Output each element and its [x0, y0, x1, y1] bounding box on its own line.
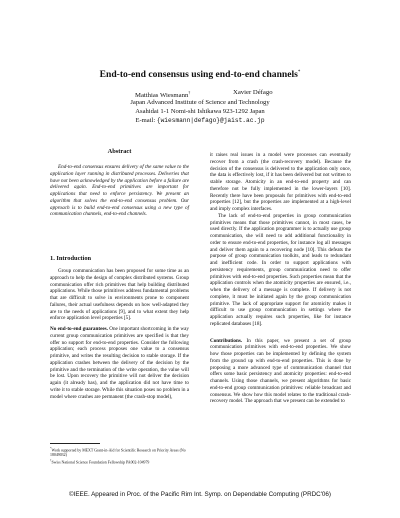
footnote-1	[50, 446, 189, 458]
author-list	[0, 88, 400, 98]
paragraph-run-in-heading: No end-to-end guarantees.	[50, 326, 108, 332]
section-spacer	[50, 218, 189, 255]
left-column	[50, 148, 189, 400]
footnotes	[50, 446, 189, 466]
email-label: E-mail:	[135, 117, 157, 124]
author-2	[233, 88, 273, 98]
copyright-notice: ©IEEE. Appeared in Proc. of the Pacific Rim Int. Symp. on Dependable Computing (PRDC'06)	[68, 491, 332, 498]
introduction-heading: 1. Introduction	[50, 255, 92, 262]
contributions-paragraph	[210, 338, 351, 406]
title-footnote-mark: *	[297, 70, 301, 75]
affiliation-email	[0, 116, 400, 125]
paper-title	[0, 67, 400, 81]
email-address: {wiesmann|defago}@jaist.ac.jp	[156, 117, 265, 124]
footnote-2-mark: †	[50, 458, 52, 463]
title-text: End-to-end consensus using end-to-end channels	[99, 69, 298, 81]
right-paragraph-1: it raises real issues in a model were processes can eventually recover from a crash (the crash-recovery model). Because the decision of the consensus is delivered to the application only once, the data is effectively lost, if it has been delivered but not written to stable storage. Atomicity in an end-to-end property and can therefore not be fully implemented in the lower-layers [10]. Recently there have been proposals for primitives with end-to-end properties [12], but the properties are implemented at a high-level and imply complex interfaces.	[210, 152, 351, 212]
intro-paragraph-2	[50, 326, 189, 400]
footnote-rule	[50, 443, 100, 444]
right-paragraph-2: The lack of end-to-end properties in group communication primitives means that those primitives cannot, in most cases, be used directly. If the application programmer is to actually use group communication, she will need to add additional functionality in order to ensure end-to-end properties, for instance log all messages and deliver them again to a recovering node [10]. This defeats the purpose of group communication toolkits, and leads to redundant and inefficient code. In order to support applications with persistency requirements, group communication need to offer primitives with end-to-end properties. Such properties mean that the application controls when the atomicity properties are ensured, i.e., when the delivery of a message is complete. If delivery is not complete, it must be initiated again by the group communication primitive. The lack of appropriate support for atomicity makes it difficult to use group communication in settings where the application actually requires such properties, like for instance replicated databases [18].	[210, 212, 351, 327]
intro-paragraph-1: Group communication has been proposed for some time as an approach to help the design of complex distributed systems. Group communication offer rich primitives that help building distributed applications. While those primitives address fundamental problems that are difficult to solve in environments prone to component failures, their actual usefulness depends on how well-adapted they are to the needs of applications [9], and to what extent they help enforce application level properties [5].	[50, 268, 189, 322]
intro-paragraph-2-text: One important shortcoming in the way current group communication primitives are specified is that they offer no support for end-to-end properties. Consider the following application; each process proposes one value to a consensus primitive, and writes the resulting decision to stable storage. If the application crashes between the delivery of the decision by the primitive and the termination of the write operation, the value will be lost. Upon recovery the primitive will not deliver the decision again (it already has), and the application did not have time to write it to stable storage. While this situation poses no problem in a model where crashes are permanent (the crash-stop model),	[50, 326, 189, 400]
abstract-heading: Abstract	[107, 148, 132, 155]
abstract-text: End-to-end consensus ensures delivery of the same value to the application layer running in distributed processes. Deliveries that have not been acknowledged by the application before a failure are delivered again. End-to-end primitives are important for applications that need to enforce persistency. We present an algorithm that solves the end-to-end consensus problem. Our approach is to build end-to-end consensus using a new type of communication channels, end-to-end channels.	[50, 164, 189, 218]
affiliation-line-2: Asahidai 1-1 Nomi-shi Ishikawa 923-1292 Japan	[135, 108, 265, 115]
footnote-2-text: Swiss National Science Foundation Fellowship PA002-104979	[51, 460, 150, 465]
contributions-text: In this paper, we present a set of group communication primitives with end-to-end properties. We show how those properties can be implemented by defining the system from the ground up with end-to-end properties. This is done by proposing a more advanced type of communication channel that offers some basic persistency and atomicity properties: end-to-end channels. Using those channels, we present algorithms for basic end-to-end group communication primitives: reliable broadcast and consensus. We show how this model relates to the traditional crash-recovery model. The approach that we present can be extended to	[210, 337, 351, 405]
footnote-2	[50, 458, 189, 465]
footnote-1-text: Work supported by MEXT Grant-in-Aid for Scientific Research on Priority Areas (No 18049032)	[50, 448, 186, 458]
author-1-mark: †	[188, 90, 191, 95]
contributions-heading: Contributions.	[210, 337, 243, 344]
footnote-1-mark: *	[50, 446, 52, 450]
right-column	[210, 152, 351, 405]
author-1-name: Matthias Wiesmann	[135, 92, 189, 100]
author-2-name: Xavier Défago	[233, 89, 273, 96]
affiliation-line-1: Japan Advanced Institute of Science and Technology	[130, 99, 270, 106]
